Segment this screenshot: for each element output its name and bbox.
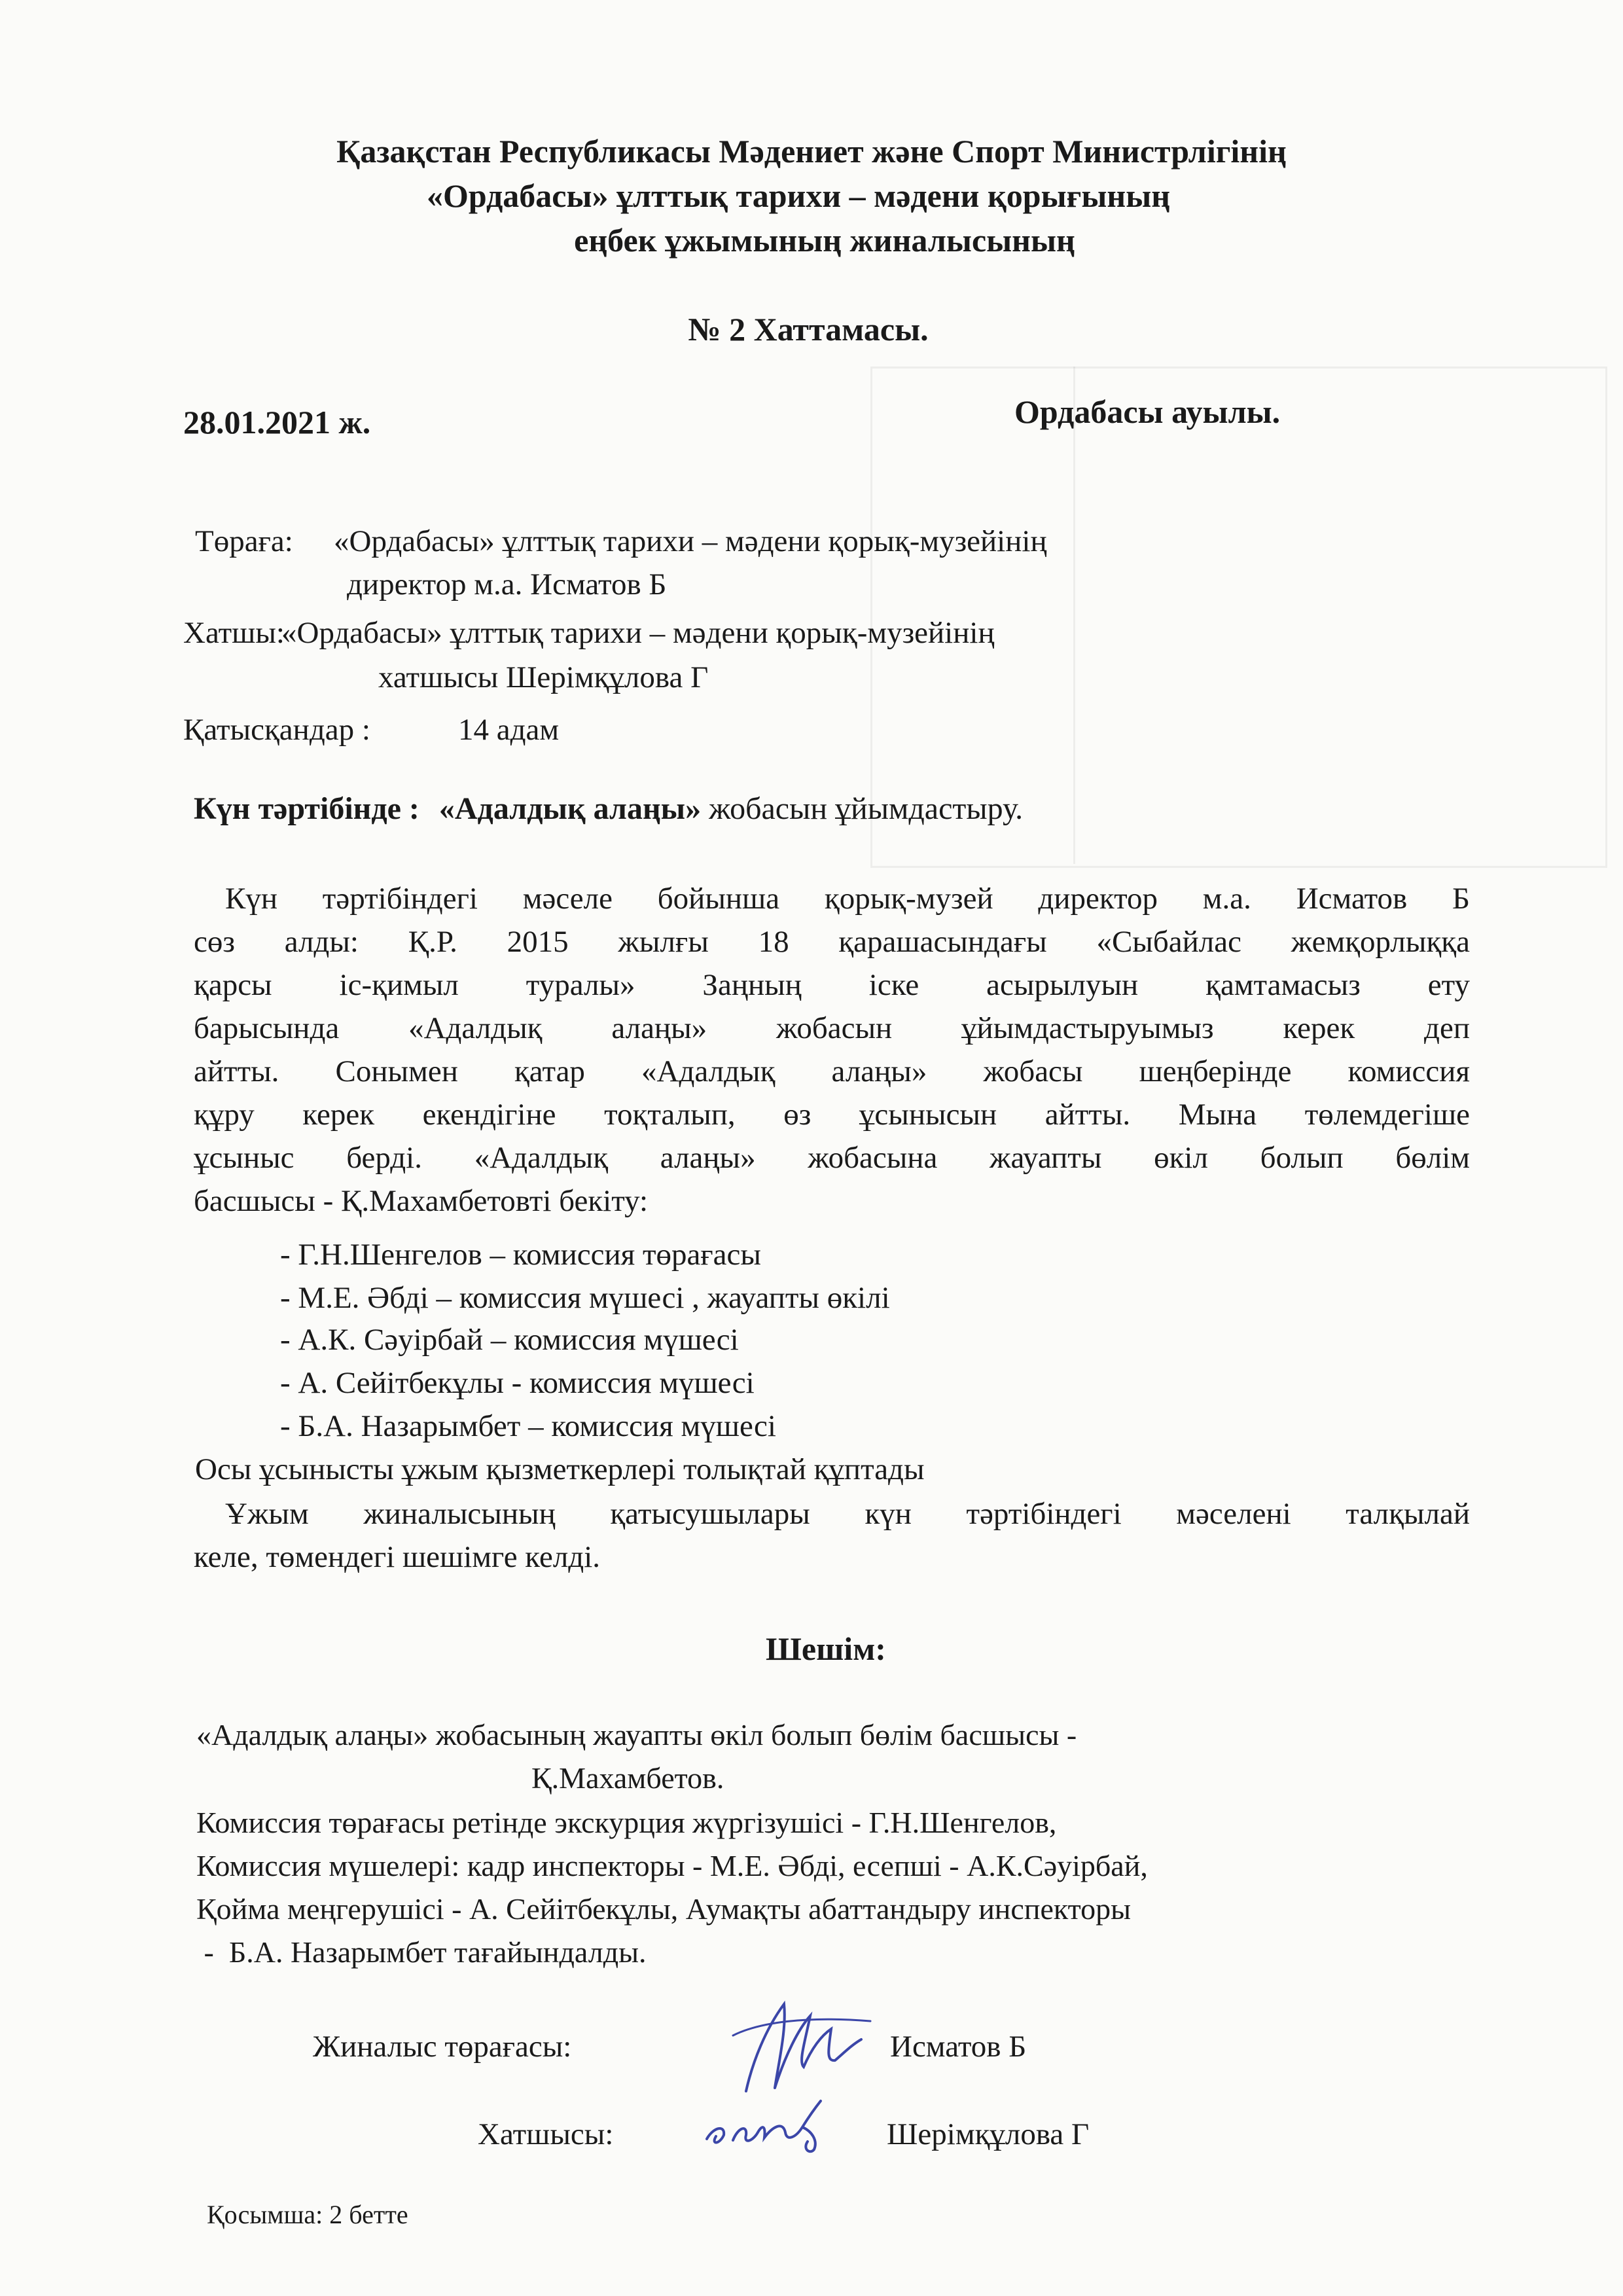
secretary-signature-label: Хатшысы: (478, 2117, 614, 2151)
decision-line: Қ.Махамбетов. (531, 1761, 724, 1795)
attendees-label: Қатысқандар : (183, 713, 370, 747)
decision-line: «Адалдық алаңы» жобасының жауапты өкіл болып бөлім басшысы - (196, 1718, 1077, 1751)
attendees-value: 14 адам (458, 713, 560, 747)
protocol-date: 28.01.2021 ж. (183, 404, 371, 440)
decision-line: - Б.А. Назарымбет тағайындалды. (196, 1935, 647, 1969)
chair-signature-label: Жиналыс төрағасы: (313, 2030, 572, 2064)
paragraph-line: басшысы - Қ.Махамбетовті бекіту: (194, 1184, 649, 1218)
paragraph-line: сөз алды: Қ.Р. 2015 жылғы 18 қарашасындағы «Сыбайлас жемқорлыққа (194, 925, 1470, 959)
commission-item: - Г.Н.Шенгелов – комиссия төрағасы (280, 1238, 761, 1272)
decision-line: Комиссия мүшелері: кадр инспекторы - М.Е. Әбді, есепші - А.К.Сәуірбай, (196, 1849, 1148, 1882)
chair-signature-name: Исматов Б (890, 2030, 1027, 2064)
header-line-3: еңбек ұжымының жиналысының (574, 222, 1075, 259)
paragraph-line: ұсыныс берді. «Адалдық алаңы» жобасына жауапты өкіл болып бөлім (194, 1141, 1470, 1175)
header-line-1: Қазақстан Республикасы Мәдениет және Спорт Министрлігінің (336, 133, 1287, 170)
secretary-line-1: «Ордабасы» ұлттық тарихи – мәдени қорық-музейінің (281, 616, 995, 650)
paragraph-line: барысында «Адалдық алаңы» жобасын ұйымдастыруымыз керек деп (194, 1011, 1470, 1045)
conclusion-paragraph (194, 1492, 1470, 1579)
commission-item: - А. Сейітбекұлы - комиссия мүшесі (280, 1366, 755, 1400)
attachment-note: Қосымша: 2 бетте (207, 2200, 408, 2229)
commission-item: - А.К. Сәуірбай – комиссия мүшесі (280, 1323, 739, 1357)
decision-title: Шешім: (766, 1630, 886, 1667)
protocol-title: № 2 Хаттамасы. (688, 311, 929, 348)
secretary-signature-name: Шерімқұлова Г (887, 2117, 1090, 2151)
chair-line-2: директор м.а. Исматов Б (347, 567, 667, 601)
paragraph-line: келе, төмендегі шешімге келді. (194, 1540, 601, 1574)
protocol-place: Ордабасы ауылы. (1014, 393, 1281, 430)
agenda-rest: жобасын ұйымдастыру. (701, 791, 1024, 826)
paragraph-line: құру керек екендігіне тоқталып, өз ұсынысын айтты. Мына төлемдегіше (194, 1098, 1470, 1132)
header-line-2: «Ордабасы» ұлттық тарихи – мәдени қорығының (426, 177, 1171, 214)
paragraph-line: қарсы іс-қимыл туралы» Заңның іске асырылуын қамтамасыз ету (194, 968, 1470, 1002)
secretary-line-2: хатшысы Шерімқұлова Г (378, 660, 709, 694)
chair-label: Төраға: (195, 524, 293, 558)
commission-item: - М.Е. Әбді – комиссия мүшесі , жауапты өкілі (280, 1281, 890, 1315)
agenda-label: Күн тәртібінде : (194, 791, 419, 826)
decision-line: Комиссия төрағасы ретінде экскурция жүргізушісі - Г.Н.Шенгелов, (196, 1806, 1057, 1839)
agenda-line (194, 791, 1023, 827)
paragraph-line: айтты. Сонымен қатар «Адалдық алаңы» жобасы шеңберінде комиссия (194, 1054, 1470, 1088)
secretary-signature (687, 2081, 844, 2166)
commission-item: - Б.А. Назарымбет – комиссия мүшесі (280, 1409, 776, 1443)
decision-line: Қойма меңгерушісі - А. Сейітбекұлы, Аумақты абаттандыру инспекторы (196, 1892, 1132, 1926)
agenda-project: «Адалдық алаңы» (438, 791, 702, 826)
paragraph-line: Ұжым жиналысының қатысушылары күн тәртібіндегі мәселені талқылай (225, 1497, 1470, 1531)
approval-line: Осы ұсынысты ұжым қызметкерлері толықтай құптады (195, 1452, 925, 1486)
discussion-paragraph (194, 877, 1470, 1223)
bleed-through-table-column (1073, 367, 1075, 864)
chair-line-1: «Ордабасы» ұлттық тарихи – мәдени қорық-музейінің (334, 524, 1047, 558)
paragraph-line: Күн тәртібіндегі мәселе бойынша қорық-музей директор м.а. Исматов Б (225, 882, 1470, 916)
secretary-label: Хатшы: (183, 616, 285, 650)
